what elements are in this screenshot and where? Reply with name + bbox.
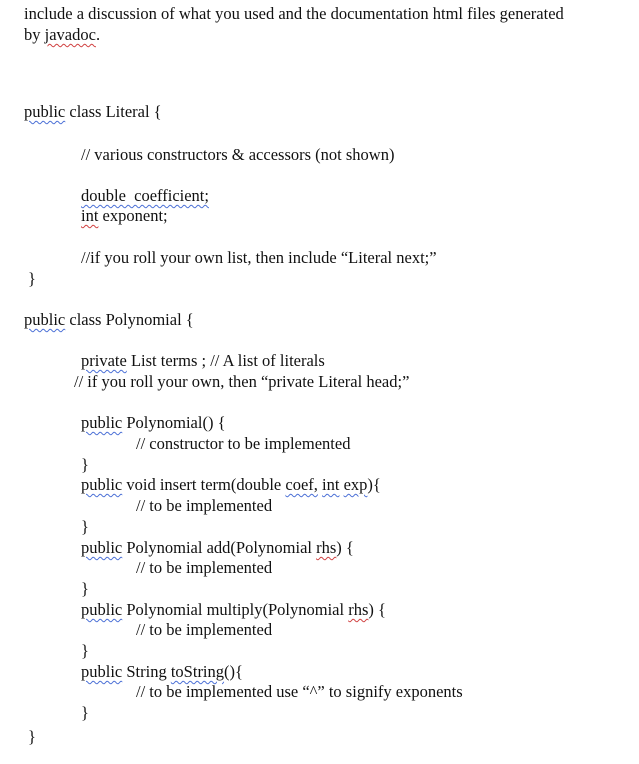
keyword-int: int	[322, 475, 340, 494]
constructor-text: Polynomial() {	[122, 413, 226, 432]
tostring-name: toString	[170, 662, 225, 681]
add-close-brace: }	[81, 579, 89, 598]
insert-coef: coef,	[285, 475, 318, 494]
multiply-paren: ) {	[368, 600, 386, 619]
literal-field-coefficient	[81, 186, 209, 206]
keyword-public: public	[24, 310, 66, 329]
literal-class-decl	[24, 102, 162, 122]
polynomial-close-brace: }	[28, 727, 36, 746]
constructor-close-brace: }	[81, 455, 89, 474]
literal-decl-text: class Literal {	[65, 102, 162, 121]
polynomial-field-terms	[81, 351, 325, 371]
add-comment: // to be implemented	[136, 558, 273, 577]
tostring-comment: // to be implemented use “^” to signify exponents	[136, 682, 463, 701]
tostring-paren: (){	[224, 662, 243, 681]
insert-comment: // to be implemented	[136, 496, 273, 515]
keyword-public: public	[81, 475, 123, 494]
multiply-rhs: rhs	[348, 600, 369, 619]
terms-text: List terms ; // A list of literals	[126, 351, 325, 370]
multiply-method-decl	[81, 600, 386, 620]
keyword-public: public	[81, 662, 123, 681]
add-text: Polynomial add(Polynomial	[122, 538, 317, 557]
tostring-close-brace: }	[81, 703, 89, 722]
field-coefficient-text: double coefficient;	[81, 186, 209, 205]
keyword-public: public	[81, 538, 123, 557]
intro-by: by	[24, 25, 45, 44]
literal-comment-next: //if you roll your own list, then include “Literal next;”	[81, 248, 437, 267]
insert-exp: exp	[343, 475, 368, 494]
javadoc-word: javadoc	[44, 25, 96, 44]
multiply-text: Polynomial multiply(Polynomial	[122, 600, 349, 619]
tostring-method-decl	[81, 662, 243, 682]
literal-close-brace: }	[28, 269, 36, 288]
add-paren: ) {	[336, 538, 354, 557]
polynomial-decl-text: class Polynomial {	[65, 310, 194, 329]
insert-method-decl	[81, 475, 381, 495]
constructor-decl	[81, 413, 226, 433]
keyword-private: private	[81, 351, 127, 370]
add-method-decl	[81, 538, 354, 558]
multiply-close-brace: }	[81, 641, 89, 660]
intro-line-1: include a discussion of what you used and the documentation html files generated	[24, 4, 564, 23]
polynomial-class-decl	[24, 310, 194, 330]
add-rhs: rhs	[316, 538, 337, 557]
constructor-comment: // constructor to be implemented	[136, 434, 351, 453]
keyword-public: public	[81, 600, 123, 619]
intro-line-2	[24, 25, 100, 45]
insert-text: void insert term(double	[122, 475, 286, 494]
multiply-comment: // to be implemented	[136, 620, 273, 639]
keyword-public: public	[24, 102, 66, 121]
intro-period: .	[95, 25, 101, 44]
keyword-public: public	[81, 413, 123, 432]
literal-comment-constructors: // various constructors & accessors (not shown)	[81, 145, 395, 164]
keyword-int: int	[81, 206, 99, 225]
exponent-text: exponent;	[98, 206, 168, 225]
literal-field-exponent	[81, 206, 168, 226]
insert-close-brace: }	[81, 517, 89, 536]
tostring-text: String	[122, 662, 171, 681]
polynomial-comment-head: // if you roll your own, then “private Literal head;”	[74, 372, 410, 391]
insert-paren: ){	[367, 475, 381, 494]
